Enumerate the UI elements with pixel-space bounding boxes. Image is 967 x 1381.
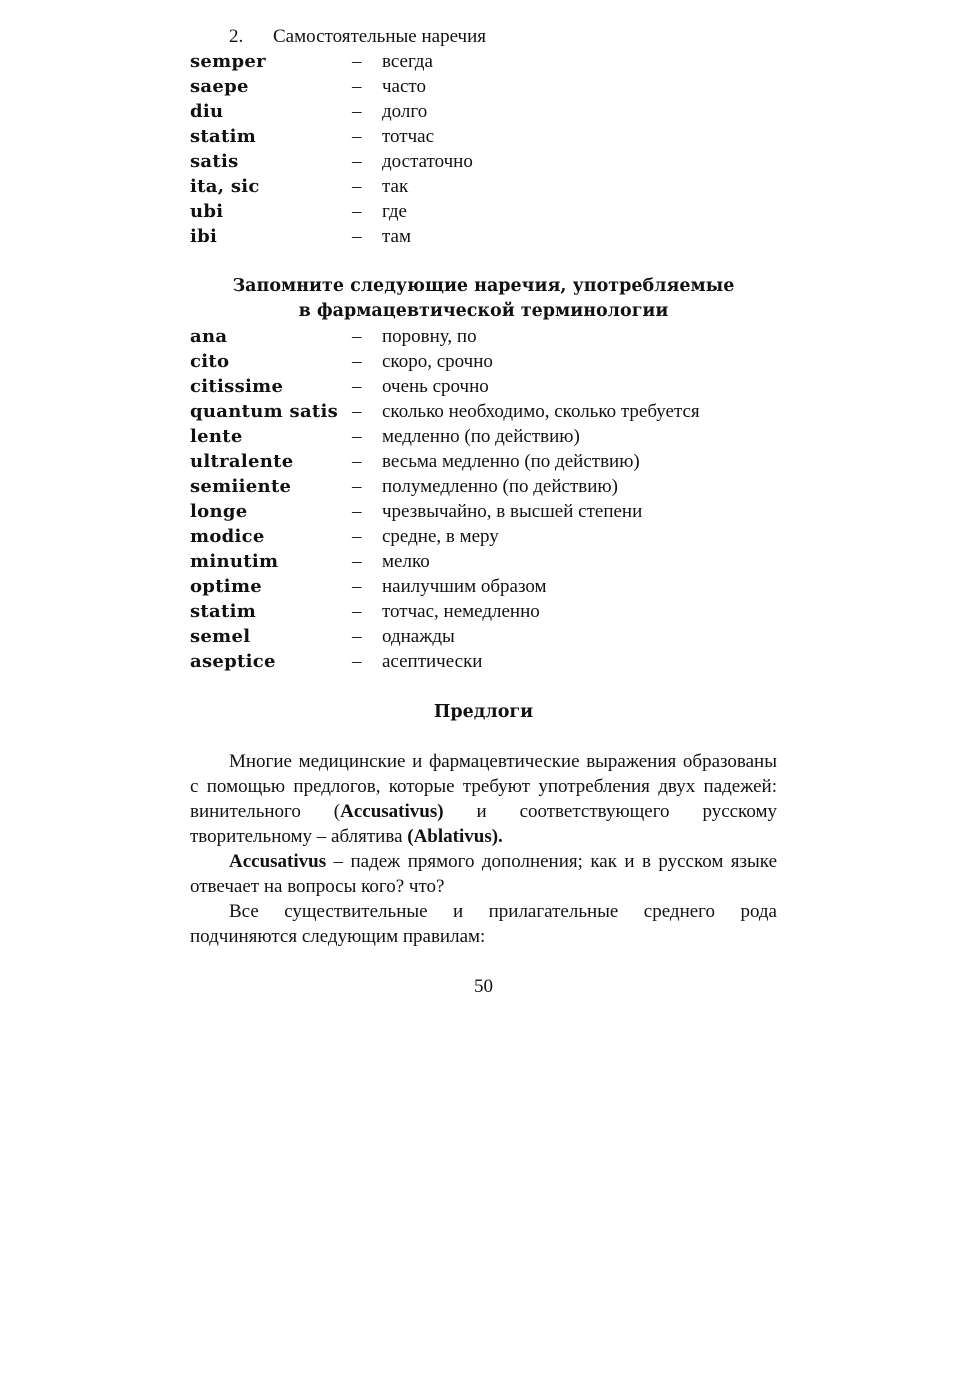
dash: – (352, 626, 362, 647)
latin-term: diu (190, 101, 224, 122)
translation: однажды (382, 626, 455, 647)
dash: – (352, 326, 362, 347)
dash: – (352, 176, 362, 197)
paragraph-1-text-a: Многие медицинские и фармацевтические выражения образованы с помощью предлогов, которые требуют употребления двух падежей: винительного ( (190, 751, 777, 822)
paragraph-1 (190, 749, 777, 849)
translation: всегда (382, 51, 433, 72)
accusativus-lead-term: Accusativus (229, 851, 327, 872)
translation: весьма медленно (по действию) (382, 451, 640, 472)
translation: медленно (по действию) (382, 426, 580, 447)
vocab-row (190, 124, 790, 149)
vocab-row (190, 624, 790, 649)
dash: – (352, 151, 362, 172)
translation: там (382, 226, 411, 247)
latin-term: ultralente (190, 451, 294, 472)
remember-heading-line-1: Запомните следующие наречия, употребляемые (232, 276, 735, 296)
remember-heading-line-2: в фармацевтической терминологии (298, 301, 669, 321)
vocab-row (190, 449, 790, 474)
dash: – (352, 476, 362, 497)
translation: полумедленно (по действию) (382, 476, 618, 497)
latin-term: semper (190, 51, 266, 72)
page-number: 50 (474, 976, 493, 997)
latin-term: optime (190, 576, 263, 597)
vocab-row (190, 399, 790, 424)
translation: долго (382, 101, 428, 122)
latin-term: aseptice (190, 651, 276, 672)
paragraph-2 (190, 849, 777, 899)
translation: где (382, 201, 407, 222)
vocab-row (190, 149, 790, 174)
independent-adverbs-list (190, 49, 790, 249)
translation: скоро, срочно (382, 351, 493, 372)
translation: достаточно (382, 151, 473, 172)
translation: сколько необходимо, сколько требуется (382, 401, 700, 422)
latin-term: longe (190, 501, 248, 522)
vocab-row (190, 424, 790, 449)
translation: асептически (382, 651, 483, 672)
vocab-row (190, 324, 790, 349)
dash: – (352, 601, 362, 622)
ablativus-term: (Ablativus). (407, 826, 503, 847)
translation: чрезвычайно, в высшей степени (382, 501, 643, 522)
latin-term: ana (190, 326, 228, 347)
latin-term: saepe (190, 76, 249, 97)
dash: – (352, 501, 362, 522)
translation: тотчас (382, 126, 435, 147)
translation: так (382, 176, 409, 197)
accusativus-term: Accusativus) (340, 801, 444, 822)
dash: – (352, 351, 362, 372)
vocab-row (190, 474, 790, 499)
paragraph-3 (190, 899, 777, 949)
section-number: 2. (229, 26, 244, 47)
latin-term: minutim (190, 551, 279, 572)
dash: – (352, 426, 362, 447)
dash: – (352, 126, 362, 147)
dash: – (352, 551, 362, 572)
dash: – (352, 526, 362, 547)
vocab-row (190, 99, 790, 124)
dash: – (352, 401, 362, 422)
remember-heading (190, 274, 777, 324)
translation: мелко (382, 551, 430, 572)
latin-term: quantum satis (190, 401, 339, 422)
vocab-row (190, 374, 790, 399)
latin-term: satis (190, 151, 239, 172)
dash: – (352, 226, 362, 247)
vocab-row (190, 524, 790, 549)
dash: – (352, 451, 362, 472)
vocab-row (190, 199, 790, 224)
dash: – (352, 101, 362, 122)
paragraph-3-text: Все существительные и прилагательные среднего рода подчиняются следующим правилам: (190, 901, 777, 947)
latin-term: modice (190, 526, 265, 547)
body-text (190, 749, 777, 949)
latin-term: statim (190, 126, 257, 147)
latin-term: citissime (190, 376, 284, 397)
dash: – (352, 576, 362, 597)
vocab-row (190, 649, 790, 674)
dash: – (352, 76, 362, 97)
vocab-row (190, 224, 790, 249)
latin-term: cito (190, 351, 230, 372)
vocab-row (190, 599, 790, 624)
section-title: Самостоятельные наречия (273, 26, 486, 47)
translation: средне, в меру (382, 526, 499, 547)
dash: – (352, 651, 362, 672)
dash: – (352, 51, 362, 72)
vocab-row (190, 574, 790, 599)
vocab-row (190, 499, 790, 524)
vocab-row (190, 349, 790, 374)
dash: – (352, 201, 362, 222)
vocab-row (190, 49, 790, 74)
section-heading (229, 24, 486, 49)
translation: наилучшим образом (382, 576, 547, 597)
pharma-adverbs-list (190, 324, 790, 674)
latin-term: statim (190, 601, 257, 622)
vocab-row (190, 74, 790, 99)
latin-term: lente (190, 426, 243, 447)
latin-term: ubi (190, 201, 224, 222)
dash: – (352, 376, 362, 397)
vocab-row (190, 174, 790, 199)
latin-term: semel (190, 626, 251, 647)
latin-term: ita, sic (190, 176, 260, 197)
translation: тотчас, немедленно (382, 601, 540, 622)
translation: поровну, по (382, 326, 477, 347)
latin-term: ibi (190, 226, 218, 247)
paragraph-2-text: – падеж прямого дополнения; как и в русском языке отвечает на вопросы кого? что? (190, 851, 777, 897)
translation: часто (382, 76, 426, 97)
vocab-row (190, 549, 790, 574)
paragraph-1-text-b: и соответствующего русскому творительному – аблятива (190, 801, 777, 847)
translation: очень срочно (382, 376, 489, 397)
latin-term: semiiente (190, 476, 292, 497)
prepositions-heading: Предлоги (433, 702, 534, 722)
